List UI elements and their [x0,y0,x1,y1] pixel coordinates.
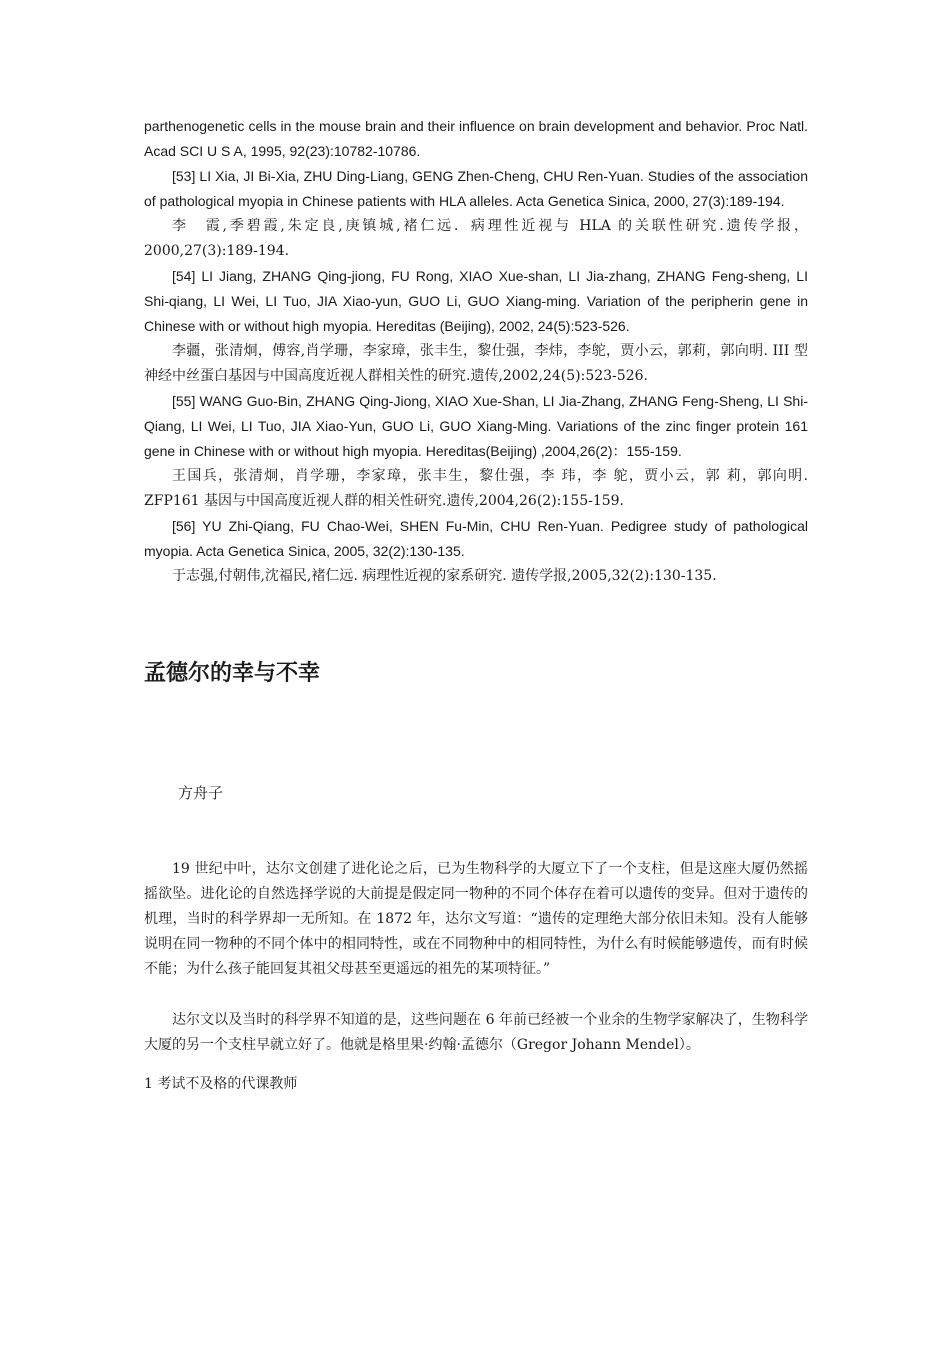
reference-entry: [55] WANG Guo-Bin, ZHANG Qing-Jiong, XIAO Xue-Shan, LI Jia-Zhang, ZHANG Feng-Sheng, LI Shi-Qiang, LI Wei, LI Tuo, JIA Xiao-Yun, GUO Li, GUO Xiang-Ming. Variations of the zinc finger protein 161 gene in Chinese with or without high myopia. Hereditas(Beijing) ,2004,26(2)：155-159. [144,393,808,459]
document-page [144,114,808,1096]
article-title: 孟德尔的幸与不幸 [144,661,321,686]
reference-entry: [53] LI Xia, JI Bi-Xia, ZHU Ding-Liang, GENG Zhen-Cheng, CHU Ren-Yuan. Studies of the association of pathological myopia in Chinese patients with HLA alleles. Acta Genetica Sinica, 2000, 27(3):189-194. [144,168,808,209]
reference-entry-chinese: 李 霞,季碧霞,朱定良,庚镇城,褚仁远．病理性近视与 HLA 的关联性研究.遗传学报，2000,27(3):189-194. [144,218,808,259]
reference-entry-chinese: 李疆，张清炯，傅容,肖学珊，李家璋，张丰生，黎仕强，李炜，李鸵，贾小云，郭莉，郭向明. III 型神经中丝蛋白基因与中国高度近视人群相关性的研究.遗传,2002,24(5):523-526. [144,343,808,384]
reference-entry-chinese: 于志强,付朝伟,沈福民,褚仁远. 病理性近视的家系研究. 遗传学报,2005,32(2):130-135. [172,568,717,584]
section-heading: 1 考试不及格的代课教师 [144,1076,298,1092]
body-paragraph: 达尔文以及当时的科学界不知道的是，这些问题在 6 年前已经被一个业余的生物学家解决了，生物科学大厦的另一个支柱早就立好了。他就是格里果·约翰·孟德尔（Gregor Johann Mendel）。 [144,1012,808,1053]
reference-entry: [54] LI Jiang, ZHANG Qing-jiong, FU Rong, XIAO Xue-shan, LI Jia-zhang, ZHANG Feng-sheng, LI Shi-qiang, LI Wei, LI Tuo, JIA Xiao-yun, GUO Li, GUO Xiang-ming. Variation of the peripherin gene in Chinese with or without high myopia. Hereditas (Beijing), 2002, 24(5):523-526. [144,268,808,334]
reference-entry-chinese: 王国兵，张清炯，肖学珊，李家璋，张丰生，黎仕强，李 玮，李 鸵，贾小云，郭 莉，郭向明. ZFP161 基因与中国高度近视人群的相关性研究.遗传,2004,26(2):155-159. [144,468,808,509]
article-author: 方舟子 [178,784,224,802]
reference-entry: [56] YU Zhi-Qiang, FU Chao-Wei, SHEN Fu-Min, CHU Ren-Yuan. Pedigree study of pathological myopia. Acta Genetica Sinica, 2005, 32(2):130-135. [144,518,808,559]
body-paragraph: 19 世纪中叶，达尔文创建了进化论之后，已为生物科学的大厦立下了一个支柱，但是这座大厦仍然摇摇欲坠。进化论的自然选择学说的大前提是假定同一物种的不同个体存在着可以遗传的变异。但对于遗传的机理，当时的科学界却一无所知。在 1872 年，达尔文写道：“遗传的定理绝大部分依旧未知。没有人能够说明在同一物种的不同个体中的相同特性，或在不同物种中的相同特性，为什么有时候能够遗传，而有时候不能；为什么孩子能回复其祖父母甚至更遥远的祖先的某项特征。” [144,861,808,977]
reference-list [144,114,808,589]
reference-entry: parthenogenetic cells in the mouse brain and their influence on brain development and behavior. Proc Natl. Acad SCI U S A, 1995, 92(23):10782-10786. [144,118,808,159]
